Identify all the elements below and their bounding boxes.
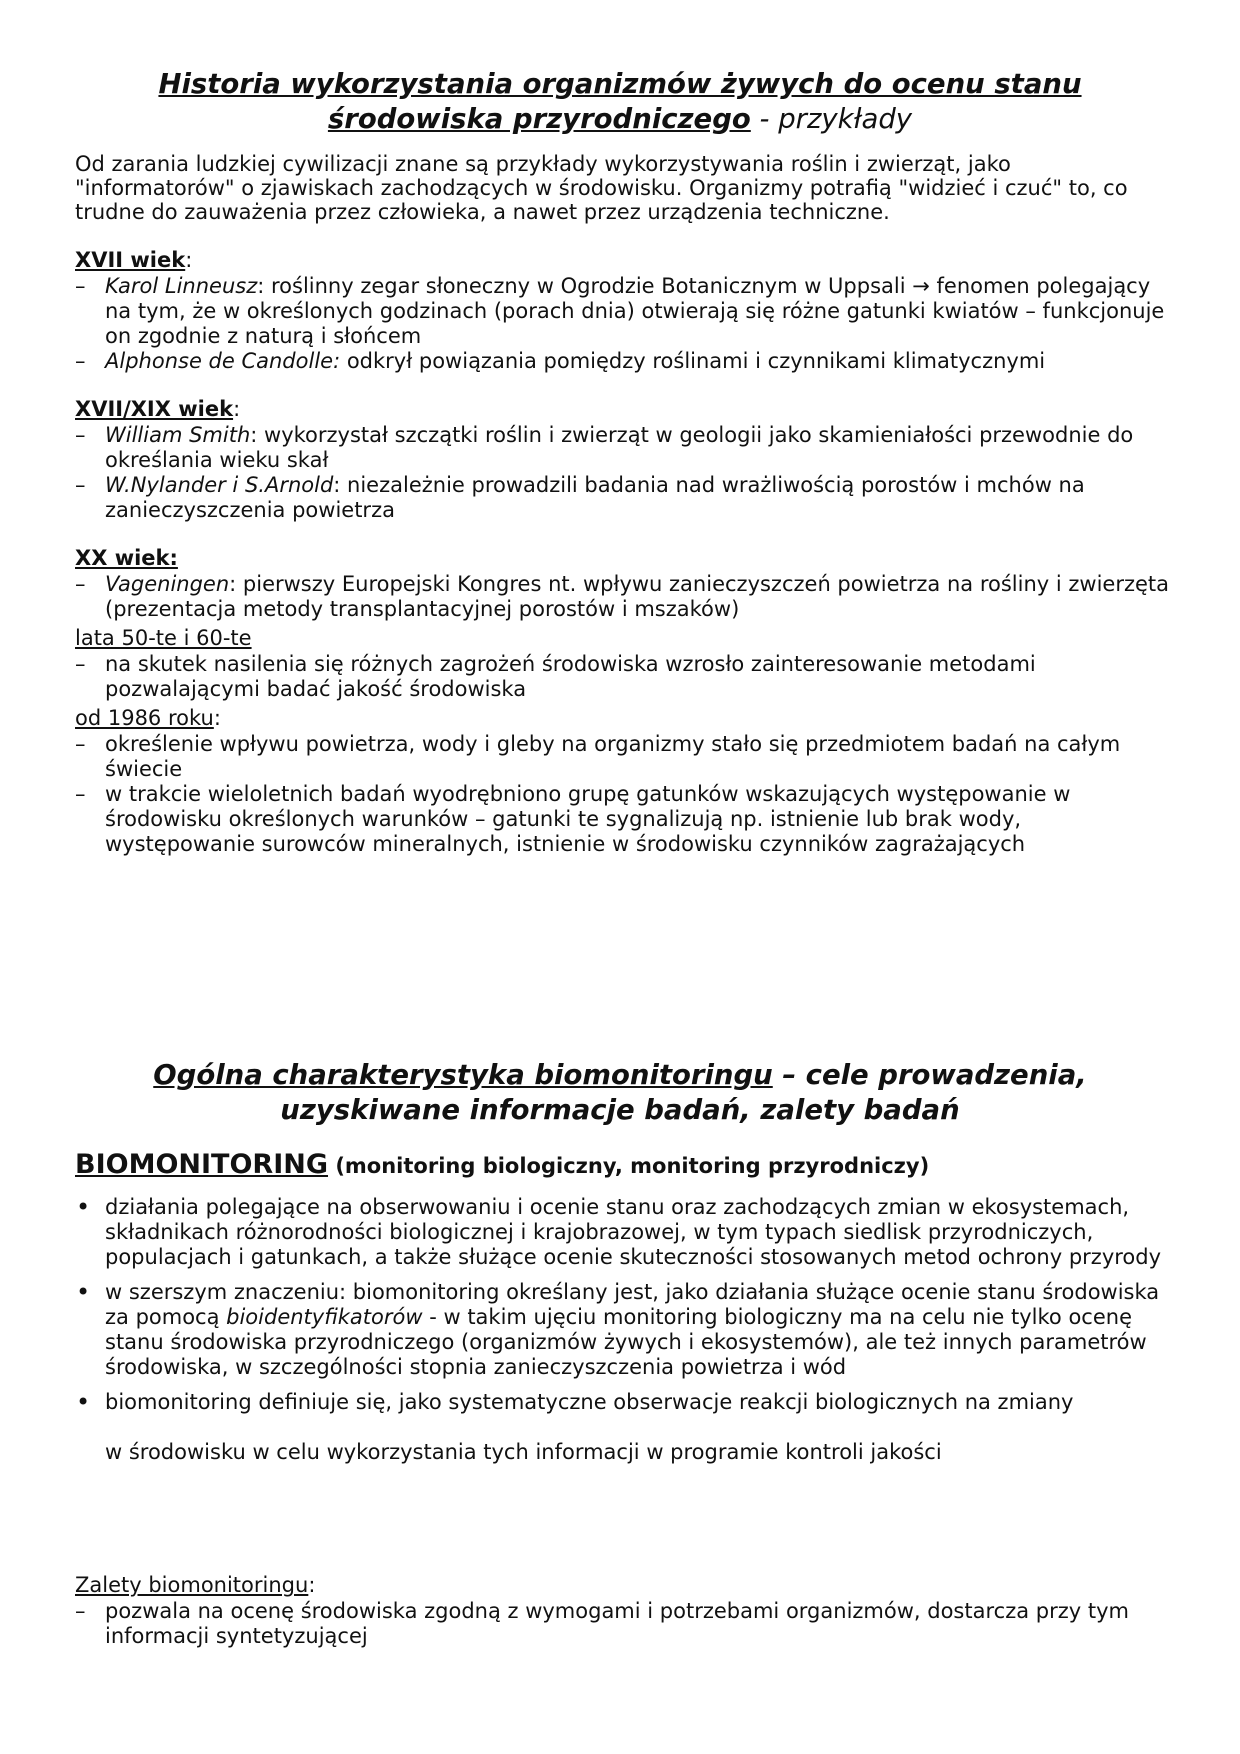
item-term: bioidentyfikatorów <box>226 1305 423 1329</box>
heading-suffix: : <box>185 248 193 272</box>
subperiod-heading: lata 50-te i 60-te <box>75 626 252 650</box>
person-name: W.Nylander i S.Arnold <box>105 473 334 497</box>
period-xx <box>75 545 1175 857</box>
title2-underlined: Ogólna charakterystyka biomonitoringu <box>153 1059 773 1091</box>
item-text: : roślinny zegar słoneczny w Ogrodzie Botanicznym w Uppsali → fenomen polegający na tym, że w określonych godzinach (porach dnia) otwierają się różne gatunki kwiatów – funkcjonuje on zgodnie z naturą i słońcem <box>105 274 1165 348</box>
person-name: Vageningen <box>105 572 230 596</box>
item-text: : wykorzystał szczątki roślin i zwierząt w geologii jako skamieniałości przewodnie do określania wieku skał <box>105 423 1134 472</box>
list-item: – pozwala na ocenę środowiska zgodną z wymogami i potrzebami organizmów, dostarcza przy tym informacji syntetyzującej <box>75 1599 1175 1649</box>
list-item: • działania polegające na obserwowaniu i ocenie stanu oraz zachodzących zmian w ekosystemach, składnikach różnorodności biologicznej i krajobrazowej, w tym typach siedlisk przyrodniczych, populacjach i gatunkach, a także służące ocenie skuteczności stosowanych metod ochrony przyrody <box>75 1195 1175 1270</box>
advantages-heading: Zalety biomonitoringu <box>75 1573 309 1597</box>
title-line1: Historia wykorzystania organizmów żywych do ocenu stanu <box>158 68 1082 100</box>
section1-title <box>75 67 1165 137</box>
biomonitoring-synonyms: (monitoring biologiczny, monitoring przyrodniczy) <box>328 1154 930 1178</box>
item-text: - w takim ujęciu monitoring biologiczny ma na celu nie tylko ocenę stanu środowiska przyrodniczego (organizmów żywych i ekosystemów), ale też innych parametrów środowiska, w szczególności stopnia zanieczyszczenia powietrza i wód <box>105 1305 1147 1379</box>
title-line2-rest: - przykłady <box>750 103 913 135</box>
subperiod-heading: od 1986 roku <box>75 706 214 730</box>
title2-line2: uzyskiwane informacje badań, zalety badań <box>280 1094 960 1126</box>
list-item: – na skutek nasilenia się różnych zagrożeń środowiska wzrosło zainteresowanie metodami pozwalającymi badać jakość środowiska <box>75 652 1175 702</box>
list-item <box>75 572 1175 622</box>
item-text: w szerszym znaczeniu: biomonitoring określany jest, jako działania służące ocenie stanu środowiska za pomocą <box>105 1280 1160 1329</box>
item-text: biomonitoring definiuje się, jako systematyczne obserwacje reakcji biologicznych na zmiany <box>105 1390 1074 1414</box>
intro-paragraph: Od zarania ludzkiej cywilizacji znane są przykłady wykorzystywania roślin i zwierząt, jako "informatorów" o zjawiskach zachodzących w środowisku. Organizmy potrafią "widzieć i czuć" to, co trudne do zauważenia przez człowieka, a nawet przez urządzenia techniczne. <box>75 152 1128 224</box>
list-item <box>75 1280 1175 1380</box>
period-xvii-xix <box>75 396 1175 523</box>
list-item <box>75 1390 1175 1465</box>
period-list <box>75 572 1175 622</box>
heading-suffix: : <box>213 706 221 730</box>
period-list <box>75 423 1175 523</box>
period-xvii <box>75 247 1175 374</box>
list-item <box>75 423 1175 473</box>
list-item <box>75 473 1175 523</box>
item-text: w środowisku w celu wykorzystania tych informacji w programie kontroli jakości <box>105 1440 942 1464</box>
subperiod-list <box>75 732 1175 857</box>
advantages-list <box>75 1599 1175 1649</box>
heading-suffix: : <box>308 1573 316 1597</box>
title2-rest: – cele prowadzenia, <box>772 1059 1087 1091</box>
biomonitoring-definitions <box>75 1195 1175 1465</box>
biomonitoring-term: BIOMONITORING <box>75 1149 329 1180</box>
person-name: William Smith <box>105 423 251 447</box>
section2-title <box>75 1058 1165 1128</box>
biomonitoring-heading <box>75 1148 1175 1183</box>
item-text: : pierwszy Europejski Kongres nt. wpływu zanieczyszczeń powietrza na rośliny i zwierzęta (prezentacja metody transplantacyjnej porostów i mszaków) <box>105 572 1170 621</box>
person-name: Alphonse de Candolle: <box>105 349 341 373</box>
period-heading: XVII wiek <box>75 248 186 272</box>
list-item <box>75 349 1175 374</box>
advantages-section <box>75 1572 1175 1649</box>
list-item: – w trakcie wieloletnich badań wyodrębniono grupę gatunków wskazujących występowanie w środowisku określonych warunków – gatunki te sygnalizują np. istnienie lub brak wody, występowanie surowców mineralnych, istnienie w środowisku czynników zagrażających <box>75 782 1175 857</box>
heading-suffix: : <box>233 397 241 421</box>
subperiod-list <box>75 652 1175 702</box>
item-text: odkrył powiązania pomiędzy roślinami i czynnikami klimatycznymi <box>340 349 1046 373</box>
period-heading: XVII/XIX wiek <box>75 397 234 421</box>
list-item <box>75 274 1175 349</box>
title-line2-underlined: środowiska przyrodniczego <box>327 103 751 135</box>
period-list <box>75 274 1175 374</box>
item-text: : niezależnie prowadzili badania nad wrażliwością porostów i mchów na zanieczyszczenia powietrza <box>105 473 1085 522</box>
list-item: – określenie wpływu powietrza, wody i gleby na organizmy stało się przedmiotem badań na całym świecie <box>75 732 1175 782</box>
period-heading: XX wiek: <box>75 546 178 570</box>
person-name: Karol Linneusz <box>105 274 258 298</box>
